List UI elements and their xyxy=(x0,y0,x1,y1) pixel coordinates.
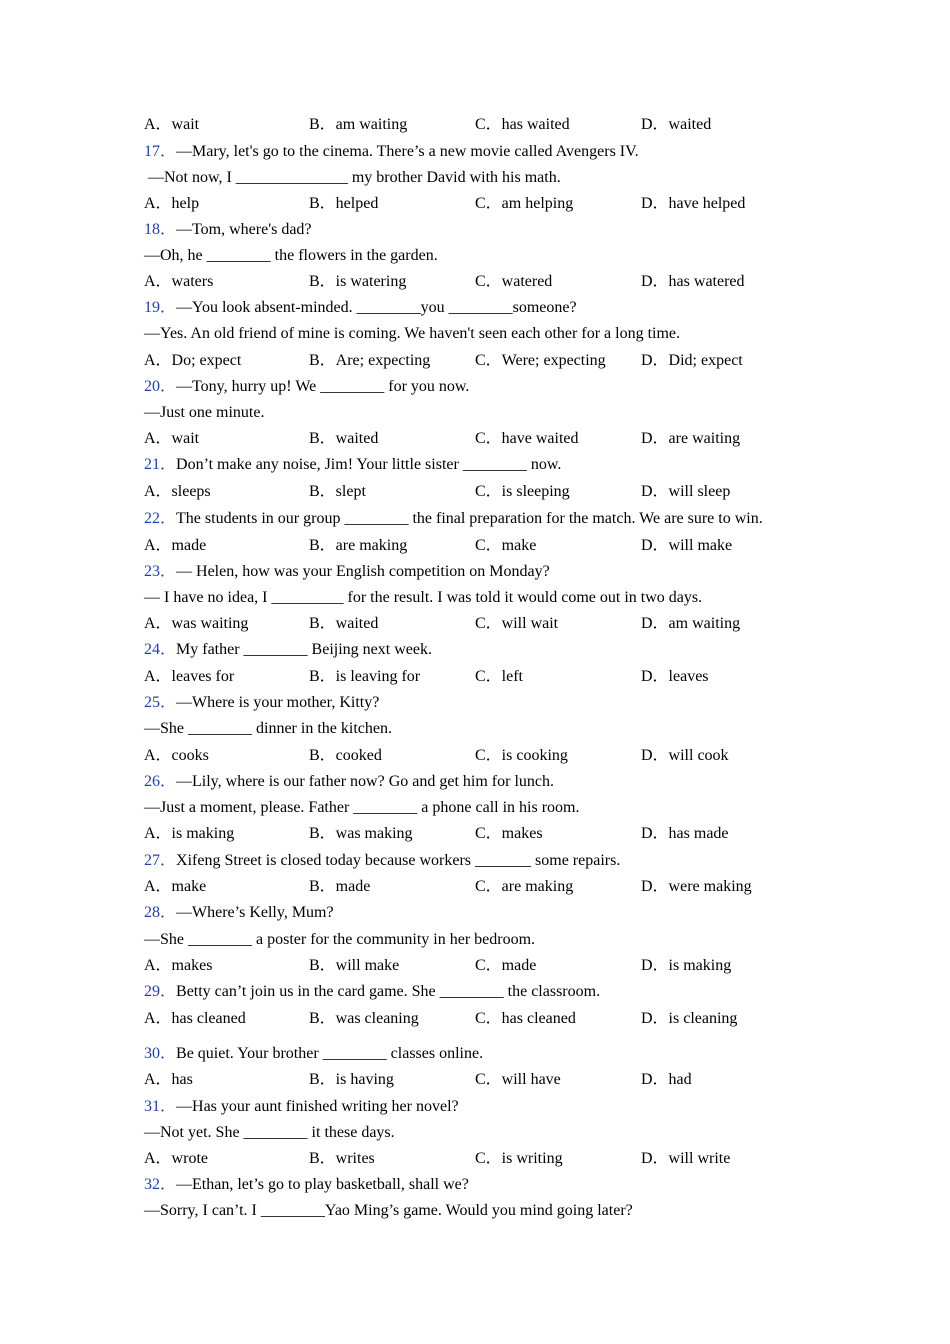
question-text: —Tony, hurry up! We ________ for you now. xyxy=(176,378,470,395)
question-text: Betty can’t join us in the card game. She ________ the classroom. xyxy=(176,983,601,1000)
question-number: 20． xyxy=(144,378,177,395)
question-line xyxy=(144,455,561,475)
option-d: D．is making xyxy=(641,957,732,974)
question-line xyxy=(144,1044,483,1064)
question-text: —Where’s Kelly, Mum? xyxy=(176,904,334,921)
option-c: C．make xyxy=(475,537,537,554)
option-c: C．will wait xyxy=(475,615,559,632)
option-c: C．is cooking xyxy=(475,747,568,764)
question-text: Be quiet. Your brother ________ classes online. xyxy=(176,1045,484,1062)
question-line xyxy=(144,903,334,923)
question-number: 23． xyxy=(144,563,177,580)
question-text: — Helen, how was your English competition on Monday? xyxy=(176,563,550,580)
option-a: A．has xyxy=(144,1071,193,1088)
option-a: A．waters xyxy=(144,273,214,290)
option-b: B．waited xyxy=(309,615,379,632)
dialogue-line: —Sorry, I can’t. I ________Yao Ming’s game. Would you mind going later? xyxy=(144,1202,633,1219)
option-b: B．made xyxy=(309,878,371,895)
option-b: B．was cleaning xyxy=(309,1010,419,1027)
option-a: A．has cleaned xyxy=(144,1010,246,1027)
option-a: A．help xyxy=(144,195,200,212)
option-d: D．had xyxy=(641,1071,692,1088)
option-c: C．is sleeping xyxy=(475,483,570,500)
question-line xyxy=(144,640,432,660)
option-d: D．Did; expect xyxy=(641,352,743,369)
question-number: 30． xyxy=(144,1045,177,1062)
question-text: —Mary, let's go to the cinema. There’s a new movie called Avengers IV. xyxy=(176,143,639,160)
dialogue-line: — I have no idea, I _________ for the result. I was told it would come out in two days. xyxy=(144,589,703,606)
question-line xyxy=(144,377,469,397)
option-a: A．sleeps xyxy=(144,483,211,500)
dialogue-line: —Yes. An old friend of mine is coming. We haven't seen each other for a long time. xyxy=(144,325,680,342)
dialogue-line: —She ________ dinner in the kitchen. xyxy=(144,720,392,737)
option-c: C．makes xyxy=(475,825,543,842)
option-d: D．am waiting xyxy=(641,615,741,632)
option-d: D．is cleaning xyxy=(641,1010,738,1027)
dialogue-line: —Just one minute. xyxy=(144,404,265,421)
option-a: A．is making xyxy=(144,825,235,842)
question-number: 21． xyxy=(144,456,177,473)
option-d: D．has made xyxy=(641,825,729,842)
question-line xyxy=(144,1097,459,1117)
option-a: A．cooks xyxy=(144,747,209,764)
option-b: B．slept xyxy=(309,483,366,500)
option-d: D．will sleep xyxy=(641,483,731,500)
question-number: 24． xyxy=(144,641,177,658)
question-text: —Tom, where's dad? xyxy=(176,221,312,238)
option-c: C．watered xyxy=(475,273,553,290)
dialogue-line: —She ________ a poster for the community in her bedroom. xyxy=(144,931,536,948)
question-line xyxy=(144,220,312,240)
question-text: —You look absent-minded. ________you ________someone? xyxy=(176,299,577,316)
option-c: C．have waited xyxy=(475,430,579,447)
option-a: A．make xyxy=(144,878,207,895)
dialogue-line: —Not now, I ______________ my brother David with his math. xyxy=(144,169,561,186)
option-b: B．is leaving for xyxy=(309,668,421,685)
option-d: D．are waiting xyxy=(641,430,741,447)
option-c: C．am helping xyxy=(475,195,574,212)
question-number: 29． xyxy=(144,983,177,1000)
question-line xyxy=(144,509,763,529)
question-text: My father ________ Beijing next week. xyxy=(176,641,432,658)
question-number: 17． xyxy=(144,143,177,160)
question-text: —Has your aunt finished writing her novel? xyxy=(176,1098,459,1115)
option-c: C．will have xyxy=(475,1071,561,1088)
option-c: C．are making xyxy=(475,878,574,895)
option-b: B．was making xyxy=(309,825,413,842)
option-a: A．wrote xyxy=(144,1150,208,1167)
question-line xyxy=(144,142,639,162)
question-number: 22． xyxy=(144,510,177,527)
option-d: D．will make xyxy=(641,537,733,554)
question-number: 31． xyxy=(144,1098,177,1115)
question-number: 27． xyxy=(144,852,177,869)
question-line xyxy=(144,851,620,871)
question-number: 19． xyxy=(144,299,177,316)
question-number: 18． xyxy=(144,221,177,238)
question-text: —Where is your mother, Kitty? xyxy=(176,694,380,711)
option-c: C．made xyxy=(475,957,537,974)
question-line xyxy=(144,982,600,1002)
question-number: 32． xyxy=(144,1176,177,1193)
question-number: 26． xyxy=(144,773,177,790)
option-b: B．am waiting xyxy=(309,116,408,133)
dialogue-line: —Not yet. She ________ it these days. xyxy=(144,1124,395,1141)
question-text: The students in our group ________ the final preparation for the match. We are sure to win. xyxy=(176,510,763,527)
question-line xyxy=(144,693,379,713)
option-d: D．leaves xyxy=(641,668,709,685)
option-d: D．will cook xyxy=(641,747,729,764)
option-b: B．waited xyxy=(309,430,379,447)
question-line xyxy=(144,772,554,792)
question-line xyxy=(144,298,577,318)
option-c: C．has waited xyxy=(475,116,570,133)
option-a: A．made xyxy=(144,537,207,554)
option-c: C．left xyxy=(475,668,523,685)
question-text: —Ethan, let’s go to play basketball, shall we? xyxy=(176,1176,469,1193)
option-b: B．are making xyxy=(309,537,408,554)
question-line xyxy=(144,562,550,582)
option-a: A．wait xyxy=(144,116,200,133)
option-d: D．were making xyxy=(641,878,752,895)
dialogue-line: —Just a moment, please. Father ________ a phone call in his room. xyxy=(144,799,580,816)
question-text: Xifeng Street is closed today because workers _______ some repairs. xyxy=(176,852,621,869)
option-d: D．have helped xyxy=(641,195,746,212)
option-d: D．has watered xyxy=(641,273,745,290)
option-b: B．Are; expecting xyxy=(309,352,431,369)
option-b: B．writes xyxy=(309,1150,375,1167)
option-d: D．will write xyxy=(641,1150,731,1167)
option-a: A．wait xyxy=(144,430,200,447)
option-c: C．is writing xyxy=(475,1150,563,1167)
dialogue-line: —Oh, he ________ the flowers in the garden. xyxy=(144,247,438,264)
question-text: —Lily, where is our father now? Go and get him for lunch. xyxy=(176,773,554,790)
option-a: A．makes xyxy=(144,957,213,974)
option-c: C．has cleaned xyxy=(475,1010,576,1027)
option-b: B．cooked xyxy=(309,747,382,764)
question-text: Don’t make any noise, Jim! Your little sister ________ now. xyxy=(176,456,562,473)
question-number: 28． xyxy=(144,904,177,921)
option-a: A．was waiting xyxy=(144,615,249,632)
option-c: C．Were; expecting xyxy=(475,352,606,369)
question-line xyxy=(144,1175,469,1195)
option-a: A．Do; expect xyxy=(144,352,242,369)
option-d: D．waited xyxy=(641,116,712,133)
option-b: B．is watering xyxy=(309,273,407,290)
question-number: 25． xyxy=(144,694,177,711)
option-b: B．is having xyxy=(309,1071,394,1088)
option-b: B．helped xyxy=(309,195,379,212)
option-b: B．will make xyxy=(309,957,400,974)
option-a: A．leaves for xyxy=(144,668,235,685)
